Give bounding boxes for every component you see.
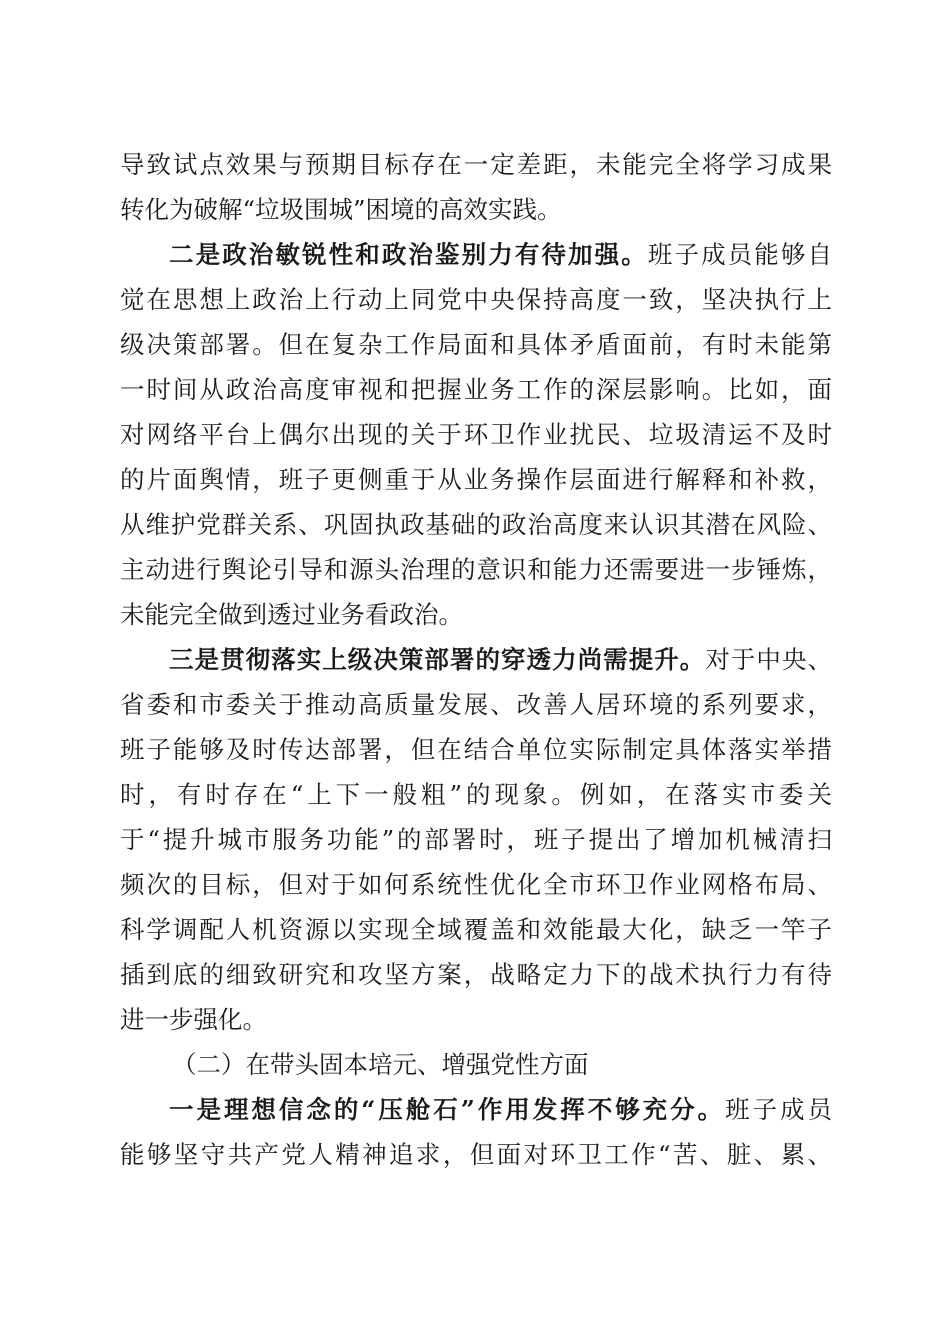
paragraph-3-line-4: 时，有时存在“上下一般粗”的现象。例如，在落实市委关 [120, 780, 832, 809]
paragraph-2-first-rest: 班子成员能够自 [647, 240, 832, 269]
paragraph-3-line-6: 频次的目标，但对于如何系统性优化全市环卫作业网格布局、 [120, 870, 832, 899]
section-heading: （二）在带头固本培元、增强党性方面 [172, 1050, 589, 1079]
paragraph-2-line-7: 从维护党群关系、巩固执政基础的政治高度来认识其潜在风险、 [120, 510, 832, 539]
paragraph-2-line-9: 未能完全做到透过业务看政治。 [120, 600, 463, 629]
paragraph-2-line-8: 主动进行舆论引导和源头治理的意识和能力还需要进一步锤炼， [120, 555, 832, 584]
paragraph-3-line-9: 进一步强化。 [120, 1005, 267, 1034]
paragraph-3-line-3: 班子能够及时传达部署，但在结合单位实际制定具体落实举措 [120, 735, 832, 764]
paragraph-4-lead: 一是理想信念的“压舱石”作用发挥不够充分。 [169, 1095, 726, 1124]
paragraph-3-first-rest: 对于中央、 [705, 645, 833, 674]
paragraph-2-line-1 [120, 232, 832, 277]
paragraph-4-first-rest: 班子成员 [725, 1095, 833, 1124]
paragraph-1-line-1: 导致试点效果与预期目标存在一定差距，未能完全将学习成果 [120, 150, 832, 179]
paragraph-2-line-4: 一时间从政治高度审视和把握业务工作的深层影响。比如，面 [120, 375, 832, 404]
paragraph-3-line-8: 插到底的细致研究和攻坚方案，战略定力下的战术执行力有待 [120, 960, 832, 989]
paragraph-3-line-7: 科学调配人机资源以实现全域覆盖和效能最大化，缺乏一竿子 [120, 915, 832, 944]
paragraph-2-line-3: 级决策部署。但在复杂工作局面和具体矛盾面前，有时未能第 [120, 330, 832, 359]
document-body [120, 142, 832, 1177]
paragraph-3-lead: 三是贯彻落实上级决策部署的穿透力尚需提升。 [169, 645, 706, 674]
paragraph-2-line-2: 觉在思想上政治上行动上同党中央保持高度一致，坚决执行上 [120, 285, 832, 314]
paragraph-4-line-2: 能够坚守共产党人精神追求，但面对环卫工作“苦、脏、累、 [120, 1140, 832, 1169]
paragraph-3-line-2: 省委和市委关于推动高质量发展、改善人居环境的系列要求， [120, 690, 832, 719]
paragraph-2-lead: 二是政治敏锐性和政治鉴别力有待加强。 [169, 240, 648, 269]
paragraph-3-line-5: 于“提升城市服务功能”的部署时，班子提出了增加机械清扫 [120, 825, 832, 854]
paragraph-2-line-6: 的片面舆情，班子更侧重于从业务操作层面进行解释和补救， [120, 465, 832, 494]
paragraph-2-line-5: 对网络平台上偶尔出现的关于环卫作业扰民、垃圾清运不及时 [120, 420, 832, 449]
paragraph-3-line-1 [120, 637, 832, 682]
paragraph-4-line-1 [120, 1087, 832, 1132]
paragraph-1-line-2: 转化为破解“垃圾围城”困境的高效实践。 [120, 195, 562, 224]
